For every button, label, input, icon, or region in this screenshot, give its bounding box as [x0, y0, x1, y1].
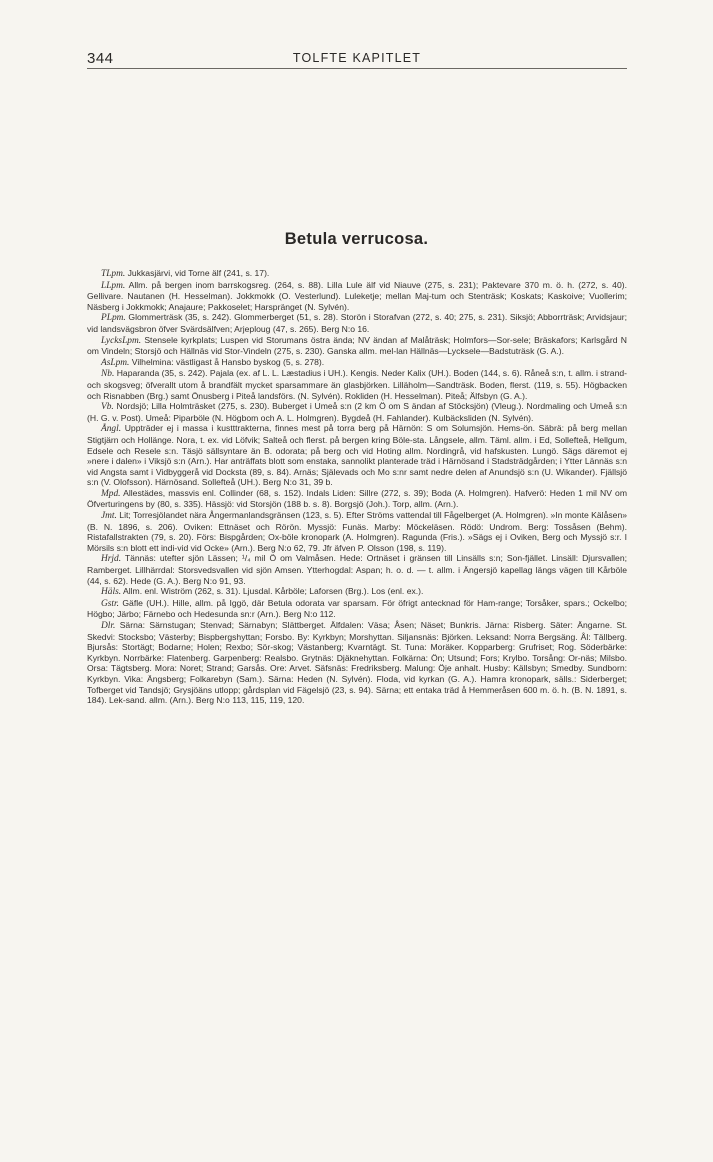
region-paragraph [87, 357, 627, 369]
region-abbreviation: LycksLpm. [101, 335, 142, 346]
region-abbreviation: LLpm. [101, 280, 126, 291]
region-paragraph [87, 401, 627, 423]
region-text: Vilhelmina: västligast å Hansbo byskog (5, s. 278). [131, 356, 325, 367]
region-text: Allm. på bergen inom barrskogsreg. (264, s. 88). Lilla Lule älf vid Niauve (275, s. 231); Paktevare 370 m. ö. h. (272, s. 40). Gellivare. Nautanen (H. Hesselman). Jokkmokk (O. Vesterlund). Luleketje; mellan Maj-tum och Stenträsk; Koskats; Kaskoive; Vuollerim; Näsberg i Jokkmokk; Anajaure; Pakkoselet; Harspränget (N. Sylvén). [87, 279, 627, 312]
region-text: Lit; Torresjölandet nära Ångermanlandsgränsen (123, s. 5). Efter Ströms vattendal till Fågelberget (A. Holmgren). »In monte Kälåsen» (B. N. 1896, s. 206). Oviken: Ettnäset och Rörön. Myssjö: Funäs. Marby: Möckeläsen. Rödö: Undrom. Berg: Tossåsen (Behm). Ristafallstrakten (79, s. 20). Förs: Bispgården; Ox-böle kronopark (A. Holmgren). Ragunda (Fris.). »Sägs ej i Oviken, Berg och Myssjö s:r. I Mörsils s:n blott ett indi-vid vid Ocke» (Arn.). Berg N:o 62, 79. Jfr äfven P. Olsson (198, s. 119). [87, 510, 627, 553]
region-abbreviation: Mpd. [101, 488, 121, 499]
region-paragraph [87, 598, 627, 620]
region-paragraph [87, 586, 627, 598]
region-paragraph [87, 510, 627, 553]
region-text: Stensele kyrkplats; Luspen vid Storumans östra ända; NV ändan af Malåträsk; Holmfors—Sor-sele; Bräskafors; Karlsgård N om Vindeln; Storsjö och Hällnäs vid Stor-Vindeln (275, s. 230). Ganska allm. mel-lan Hällnäs—Lycksele—Badstuträsk (G. A.). [87, 334, 628, 357]
region-text: Allestädes, massvis enl. Collinder (68, s. 152). Indals Liden: Sillre (272, s. 39); Boda (A. Holmgren). Hafverö: Heden 1 mil NV om Öfverturingens by (80, s. 335). Hässjö: vid Storsjön (188 b. s. 8). Borgsjö (Joh.). Torp, allm. (Arn.). [87, 487, 627, 510]
region-paragraph [87, 423, 627, 488]
region-paragraph [87, 312, 627, 334]
region-abbreviation: Häls. [101, 587, 122, 598]
region-text: Tännäs: utefter sjön Lässen; ¹/₄ mil Ö om Valmåsen. Hede: Ortnäset i gränsen till Linsälls s:n; Son-fjället. Linsäll: Djursvallen; Ramberget. Lillhärrdal: Storsvedsvallen vid sjön Amsen. Ytterhogdal: Aspan; h. o. d. — t. allm. i Ängersjö kapellag längs vägen till Kårböle (44, s. 62). Hede (G. A.). Berg N:o 91, 93. [87, 553, 627, 586]
region-paragraph [87, 368, 627, 401]
region-paragraph [87, 620, 627, 706]
region-abbreviation: Jmt. [101, 511, 117, 522]
region-abbreviation: Nb. [101, 369, 115, 380]
region-paragraph [87, 268, 627, 280]
region-abbreviation: Hrjd. [101, 554, 122, 565]
region-abbreviation: Dlr. [101, 621, 116, 631]
region-text: Haparanda (35, s. 242). Pajala (ex. af L. L. Læstadius i UH.). Kengis. Neder Kalix (UH.). Boden (144, s. 6). Råneå s:n, t. allm. i strand- och skogsveg; öfverallt utom å brandfält mycket sparsammare än glasbjörken. Lilläholm—Sandträsk. Boden, flerst. (119, s. 55). Högbacken och Risnabben (Brg.) samt Önusberg i Piteå landsförs. (N. Sylvén). Rokliden (H. Hesselman). Piteå; Älfsbyn (G. A.). [87, 368, 627, 401]
region-abbreviation: TLpm. [101, 269, 126, 279]
region-paragraph [87, 553, 627, 586]
region-paragraph [87, 280, 627, 313]
species-heading: Betula verrucosa. [284, 230, 429, 248]
chapter-title: TOLFTE KAPITLET [292, 51, 422, 65]
region-text: Gäfle (UH.). Hille, allm. på Iggö, där Betula odorata var sparsam. För öfrigt antecknad för Ham-range; Torsåker, spars.; Ockelbo; Högbo; Järbo; Färnebo och Hedesunda sn:r (Arn.). Berg N:o 112. [87, 597, 628, 620]
region-abbreviation: Ångl. [101, 424, 122, 435]
distribution-text [87, 268, 627, 706]
region-text: Glommerträsk (35, s. 242). Glommerberget (51, s. 28). Storön i Storafvan (272, s. 40; 275, s. 231). Siksjö; Abborrträsk; Arvidsjaur; vid landsvägsbron öfver Svärdsälfven; Arjeploug (47, s. 265). Berg N:o 16. [87, 312, 628, 334]
region-paragraph [87, 335, 627, 357]
region-text: Uppträder ej i massa i kustttrakterna, finnes mest på torra berg på Härnön: S om Solumsjön. Hems-ön. Säbrä: på berg mellan Stigtjärn och Hollänge. Nora, t. ex. vid Löfvik; Salteå och flerst. på bergen kring Böle-sta. Långsele, allm. Täml. allm. i Ed, Sollefteå, Hellgum, Edsele och Resele s:n. Täsjö sällsyntare än B. odorata; på berg och vid Hoting allm. Nordingrå, vid hafskusten. Lungö. Sägs däremot ej »nere i dalen» i Viksjö s:n (Arn.). Har anträffats blott som enstaka, sannolikt planterade träd i Härnösand i Stadsträdgården; i Ytter Lännäs s:n vid Angsta samt i Vidbyggerå vid Docksta (89, s. 84). Arnäs; Själevads och Mo s:nr samt nedre delen af Anundsjö s:n (U. Wikander). Fjällsjö s:n (V. Olofsson). Härnösand. Sollefteå (UH.). Berg N:o 31, 39 b. [87, 423, 627, 488]
region-paragraph [87, 488, 627, 510]
region-abbreviation: Vb. [101, 402, 114, 413]
region-abbreviation: AsLpm. [101, 357, 130, 368]
running-head [87, 50, 627, 68]
region-text: Nordsjö; Lilla Holmträsket (275, s. 230). Buberget i Umeå s:n (2 km Ö om S ändan af Stöcksjön) (Vleug.). Nordmaling och Umeå s:n (H. G. v. Post). Umeå: Piparböle (N. Högbom och A. L. Holmgren). Bygdeå (H. Fahlander). Kulbäcksliden (N. Sylvén). [87, 401, 627, 423]
header-rule [87, 68, 627, 69]
region-text: Särna: Särnstugan; Stenvad; Särnabyn; Slättberget. Älfdalen: Väsa; Åsen; Näset; Bunkris. Järna: Risberg. Säter: Ängarne. St. Skedvi: Stocksbo; Västerby; Bispbergshyttan; Forsbo. By: Kyrkbyn; Morshyttan. Siljansnäs: Björken. Leksand: Norra Bergsäng. Ål: Tällberg. Bjursås: Stortägt; Bodarne; Holen; Rexbo; Sör-skog; Västanberg; Kvarntägt. St. Tuna: Moräker. Kopparberg: Grufriset; Rog. Söderbärke: Kyrkbyn. Norrbärke: Flatenberg. Garpenberg: Realsbo. Grytnäs: Djäknehyttan. Folkärna: Ön; Utsund; Fors; Krylbo. Torsång: Or-näs; Milsbo. Orsa: Tägtsberg. Mora: Noret; Strand; Garsås. Ore: Arvet. Säfsnäs: Fredriksberg. Malung: Öje anhalt. Husby: Källsbyn; Smedby. Sundborn: Kyrkbyn. Vika: Ängsberg; Folkarebyn (Sam.). Särna: Heden (N. Sylvén). Floda, vid kyrkan (G. A.). Hamra kronopark, sälls.: Siderberget; Tofberget vid Tandsjö; Grysjöäns utlopp; gårdsplan vid Fägelsjö (23, s. 94). Särna; ett entaka träd å Hemmeråsen 600 m. ö. h. (B. N. 1891, s. 184). Lek-sand. allm. (Arn.). Berg N:o 113, 115, 119, 120. [87, 620, 628, 706]
region-text: Jukkasjärvi, vid Torne älf (241, s. 17). [127, 268, 270, 278]
region-abbreviation: Gstr. [101, 598, 119, 609]
page-number: 344 [87, 50, 114, 67]
region-text: Allm. enl. Wiström (262, s. 31). Ljusdal. Kårböle; Laforsen (Brg.). Los (enl. ex.). [122, 586, 424, 597]
region-abbreviation: PLpm. [101, 313, 126, 324]
